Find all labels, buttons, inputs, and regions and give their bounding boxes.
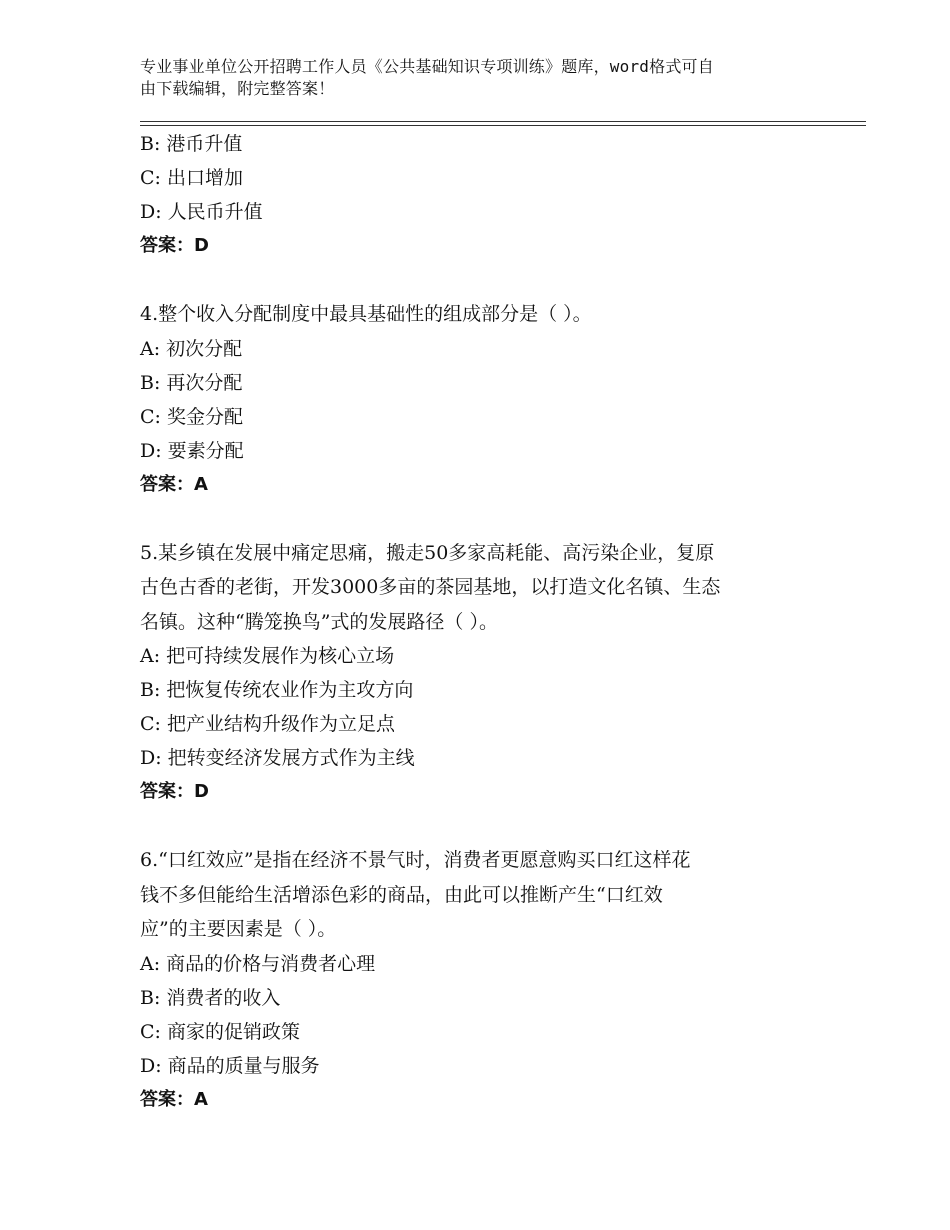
spacer [140, 502, 820, 536]
option-b: B: 消费者的收入 [140, 986, 281, 1009]
question-stem: 古色古香的老街，开发3000多亩的茶园基地，以打造文化名镇、生态 [140, 576, 721, 598]
question-stem: 5.某乡镇在发展中痛定思痛，搬走50多家高耗能、高污染企业，复原 [140, 541, 715, 564]
option-d: D: 要素分配 [140, 439, 244, 462]
answer-line: 答案：A [140, 473, 208, 495]
question-stem: 应”的主要因素是（ ）。 [140, 918, 337, 940]
header-divider-bottom [140, 125, 866, 126]
option-c: C: 商家的促销政策 [140, 1020, 300, 1043]
question-stem: 名镇。这种“腾笼换鸟”式的发展路径（ ）。 [140, 610, 498, 633]
option-b: B: 再次分配 [140, 371, 243, 394]
option-a: A: 商品的价格与消费者心理 [140, 952, 376, 975]
option-d: D: 把转变经济发展方式作为主线 [140, 747, 415, 769]
question-5 [140, 536, 820, 810]
question-4 [140, 297, 820, 502]
question-stem: 6.“口红效应”是指在经济不景气时，消费者更愿意购买口红这样花 [140, 849, 691, 871]
spacer [140, 809, 820, 843]
option-b: B: 港币升值 [140, 133, 243, 155]
option-a: A: 初次分配 [140, 337, 243, 360]
question-3-continuation [140, 127, 820, 263]
answer-line: 答案：D [140, 781, 209, 802]
question-stem: 4.整个收入分配制度中最具基础性的组成部分是（ ）。 [140, 303, 592, 325]
document-header [140, 56, 810, 100]
option-d: D: 人民币升值 [140, 201, 263, 223]
header-line-2: 由下载编辑，附完整答案！ [140, 79, 335, 98]
question-content [140, 127, 820, 1117]
answer-line: 答案：D [140, 235, 209, 256]
header-line-1: 专业事业单位公开招聘工作人员《公共基础知识专项训练》题库，word格式可自 [140, 57, 714, 76]
option-d: D: 商品的质量与服务 [140, 1054, 320, 1077]
spacer [140, 263, 820, 297]
option-b: B: 把恢复传统农业作为主攻方向 [140, 679, 414, 701]
question-6 [140, 843, 820, 1117]
option-c: C: 奖金分配 [140, 405, 243, 428]
answer-line: 答案：A [140, 1088, 208, 1110]
option-c: C: 出口增加 [140, 167, 243, 189]
question-stem: 钱不多但能给生活增添色彩的商品，由此可以推断产生“口红效 [140, 883, 663, 906]
header-divider-top [140, 121, 866, 122]
option-a: A: 把可持续发展作为核心立场 [140, 645, 395, 667]
option-c: C: 把产业结构升级作为立足点 [140, 713, 395, 735]
